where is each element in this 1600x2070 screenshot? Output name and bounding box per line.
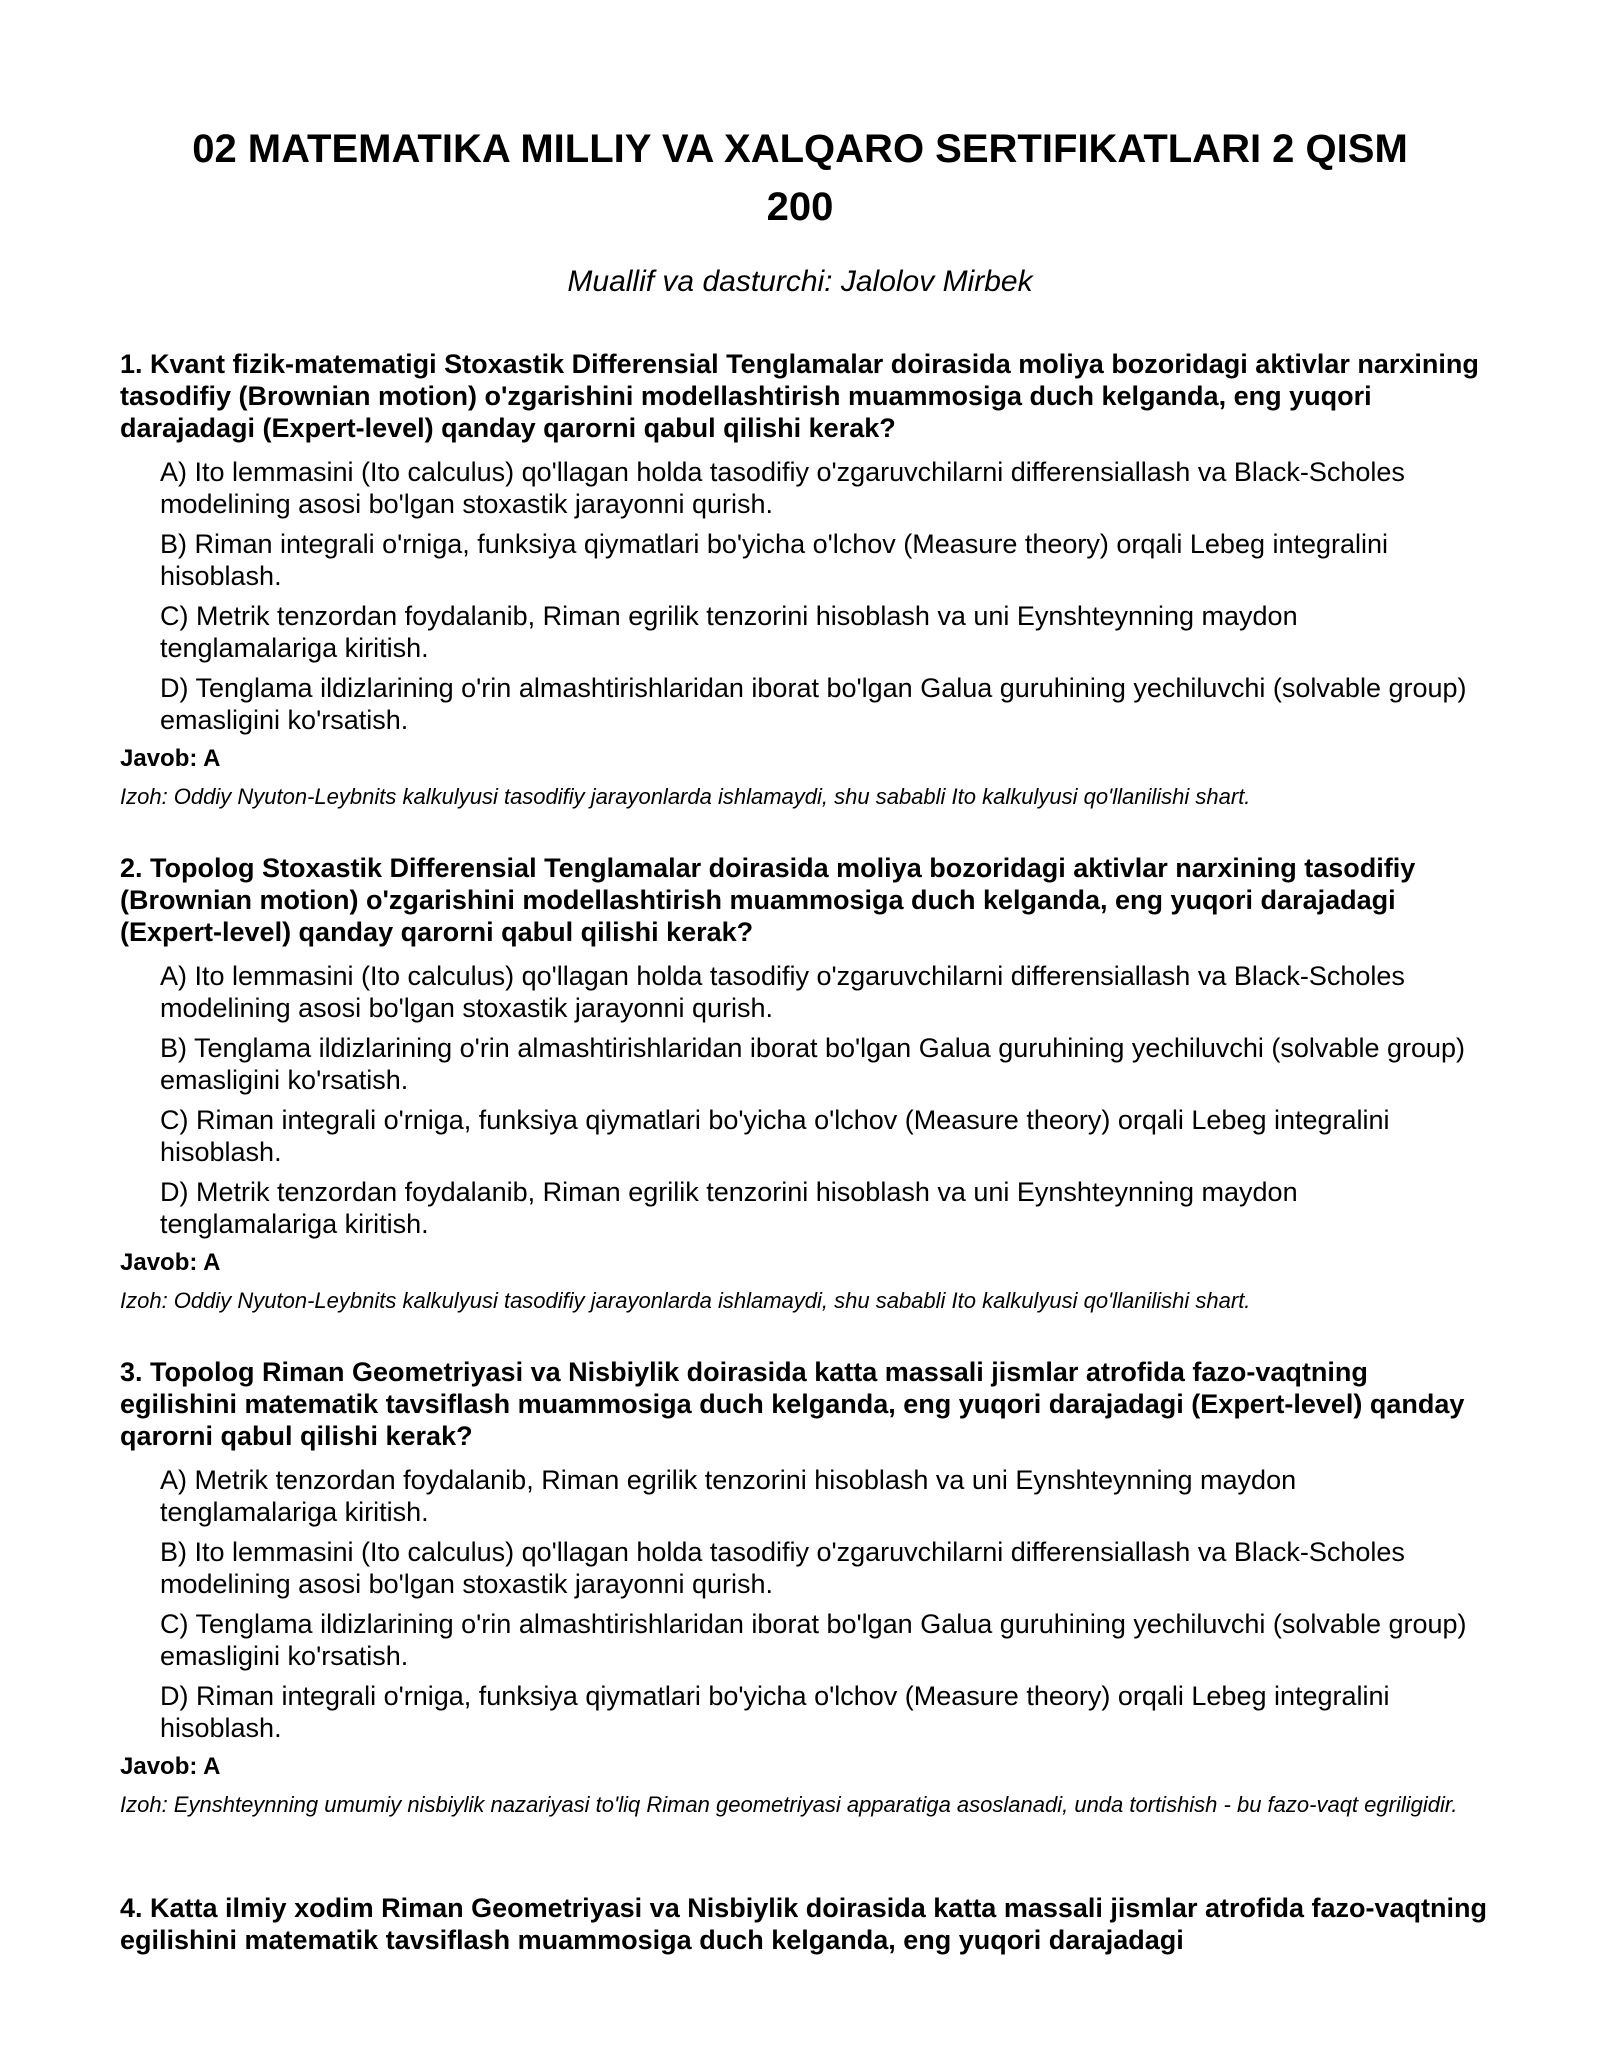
question-block-1 <box>120 348 1490 812</box>
question-block-3 <box>120 1356 1490 1820</box>
answer-label: Javob: A <box>120 1753 221 1780</box>
question-text: 1. Kvant fizik-matematigi Stoxastik Differensial Tenglamalar doirasida moliya bozoridagi aktivlar narxining tasodifiy (Brownian motion) o'zgarishini modellashtirish muammosiga duch kelganda, eng yuqori darajadagi (Expert-level) qanday qarorni qabul qilishi kerak? <box>120 349 1479 443</box>
options-list <box>160 456 1490 736</box>
option-d: D) Riman integrali o'rniga, funksiya qiymatlari bo'yicha o'lchov (Measure theory) orqali Lebeg integralini hisoblash. <box>160 1681 1390 1743</box>
option-a: A) Metrik tenzordan foydalanib, Riman egrilik tenzorini hisoblash va uni Eynshteynning maydon tenglamalariga kiritish. <box>160 1465 1297 1527</box>
option-b: B) Tenglama ildizlarining o'rin almashtirishlaridan iborat bo'lgan Galua guruhining yechiluvchi (solvable group) emasligini ko'rsatish. <box>160 1033 1466 1095</box>
option-b: B) Riman integrali o'rniga, funksiya qiymatlari bo'yicha o'lchov (Measure theory) orqali Lebeg integralini hisoblash. <box>160 529 1389 591</box>
explanation-text: Izoh: Oddiy Nyuton-Leybnits kalkulyusi tasodifiy jarayonlarda ishlamaydi, shu sababli Ito kalkulyusi qo'llanilishi shart. <box>120 784 1251 809</box>
options-list <box>160 960 1490 1240</box>
question-text: 4. Katta ilmiy xodim Riman Geometriyasi va Nisbiylik doirasida katta massali jismlar atrofida fazo-vaqtning egilishini matematik tavsiflash muammosiga duch kelganda, eng yuqori darajadagi <box>120 1893 1487 1955</box>
explanation-text: Izoh: Eynshteynning umumiy nisbiylik nazariyasi to'liq Riman geometriyasi apparatiga asoslanadi, unda tortishish - bu fazo-vaqt egriligidir. <box>120 1792 1458 1817</box>
options-list <box>160 1464 1490 1744</box>
option-c: C) Tenglama ildizlarining o'rin almashtirishlaridan iborat bo'lgan Galua guruhining yechiluvchi (solvable group) emasligini ko'rsatish. <box>160 1609 1467 1671</box>
title-line-2: 200 <box>766 185 834 229</box>
option-b: B) Ito lemmasini (Ito calculus) qo'llagan holda tasodifiy o'zgaruvchilarni differensiallash va Black-Scholes modelining asosi bo'lgan stoxastik jarayonni qurish. <box>160 1537 1405 1599</box>
title-line-1: 02 MATEMATIKA MILLIY VA XALQARO SERTIFIKATLARI 2 QISM <box>192 127 1408 171</box>
option-d: D) Metrik tenzordan foydalanib, Riman egrilik tenzorini hisoblash va uni Eynshteynning maydon tenglamalariga kiritish. <box>160 1177 1298 1239</box>
question-text: 3. Topolog Riman Geometriyasi va Nisbiylik doirasida katta massali jismlar atrofida fazo-vaqtning egilishini matematik tavsiflash muammosiga duch kelganda, eng yuqori darajadagi (Expert-level) qanday qarorni qabul qilishi kerak? <box>120 1357 1465 1451</box>
option-c: C) Metrik tenzordan foydalanib, Riman egrilik tenzorini hisoblash va uni Eynshteynning maydon tenglamalariga kiritish. <box>160 601 1298 663</box>
option-c: C) Riman integrali o'rniga, funksiya qiymatlari bo'yicha o'lchov (Measure theory) orqali Lebeg integralini hisoblash. <box>160 1105 1390 1167</box>
answer-label: Javob: A <box>120 1249 221 1276</box>
answer-label: Javob: A <box>120 745 221 772</box>
option-a: A) Ito lemmasini (Ito calculus) qo'llagan holda tasodifiy o'zgaruvchilarni differensiallash va Black-Scholes modelining asosi bo'lgan stoxastik jarayonni qurish. <box>160 457 1405 519</box>
option-d: D) Tenglama ildizlarining o'rin almashtirishlaridan iborat bo'lgan Galua guruhining yechiluvchi (solvable group) emasligini ko'rsatish. <box>160 673 1467 735</box>
author-line: Muallif va dasturchi: Jalolov Mirbek <box>567 265 1033 298</box>
question-block-4 <box>120 1892 1490 1956</box>
question-block-2 <box>120 852 1490 1316</box>
document-title <box>100 120 1500 236</box>
explanation-text: Izoh: Oddiy Nyuton-Leybnits kalkulyusi tasodifiy jarayonlarda ishlamaydi, shu sababli Ito kalkulyusi qo'llanilishi shart. <box>120 1288 1251 1313</box>
option-a: A) Ito lemmasini (Ito calculus) qo'llagan holda tasodifiy o'zgaruvchilarni differensiallash va Black-Scholes modelining asosi bo'lgan stoxastik jarayonni qurish. <box>160 961 1405 1023</box>
question-text: 2. Topolog Stoxastik Differensial Tenglamalar doirasida moliya bozoridagi aktivlar narxining tasodifiy (Brownian motion) o'zgarishini modellashtirish muammosiga duch kelganda, eng yuqori darajadagi (Expert-level) qanday qarorni qabul qilishi kerak? <box>120 853 1416 947</box>
